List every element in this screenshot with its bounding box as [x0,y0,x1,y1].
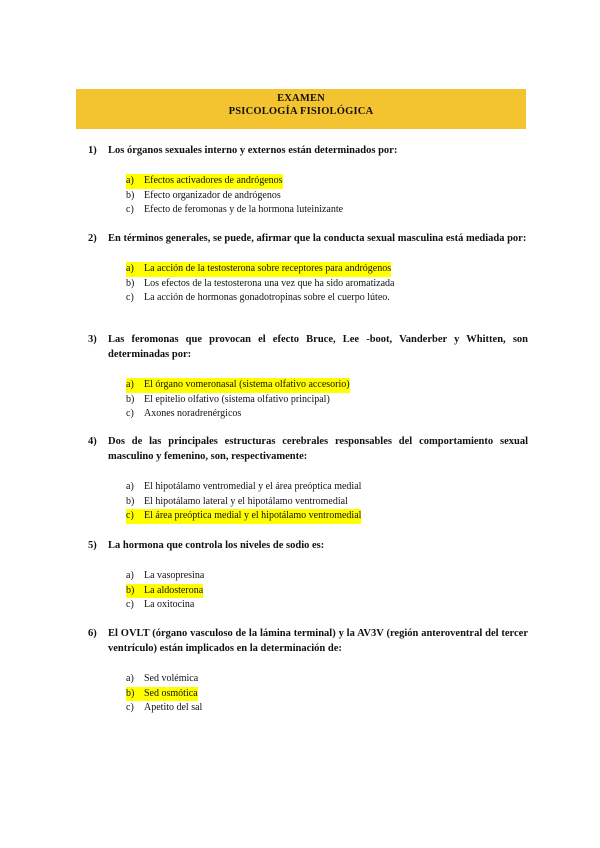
answer-options [126,174,528,218]
option-letter: b) [126,687,135,699]
answer-option-highlighted [126,509,528,524]
option-letter: b) [126,277,135,289]
option-text: La aldosterona [144,584,204,596]
option-text: La vasopresina [144,570,205,581]
option-letter: a) [126,175,134,186]
option-text: El órgano vomeronasal (sistema olfativo accesorio) [144,379,350,390]
answer-option [126,569,528,584]
question-body: La hormona que controla los niveles de sodio es: [108,540,325,551]
question-number: 3) [88,334,97,345]
option-letter: a) [126,481,134,492]
option-letter: a) [126,570,134,581]
answer-option [126,598,528,613]
option-text: Sed osmótica [144,687,198,699]
answer-options [126,378,528,422]
option-letter: c) [126,204,134,215]
option-text: Los efectos de la testosterona una vez que ha sido aromatizada [144,277,395,289]
option-text: La acción de la testosterona sobre receptores para andrógenos [144,263,392,274]
question-body: Los órganos sexuales interno y externos están determinados por: [108,145,398,156]
question-text [88,538,528,553]
answer-option-highlighted [126,584,528,599]
option-text: Apetito del sal [144,702,203,713]
question-text [88,332,528,362]
question-5 [88,538,528,613]
answer-options [126,262,528,306]
question-body: Las feromonas que provocan el efecto Bruce, Lee -boot, Vanderber y Whitten, son determinadas por: [108,334,528,360]
option-text: El hipotálamo lateral y el hipotálamo ventromedial [144,495,348,507]
answer-option-highlighted [126,174,528,189]
question-3 [88,332,528,422]
option-letter: c) [126,292,134,303]
answer-option [126,203,528,218]
answer-option [126,495,528,510]
exam-title: EXAMEN [277,93,325,104]
option-text: Efectos activadores de andrógenos [144,175,283,186]
answer-option-highlighted [126,687,528,702]
option-text: El epitelio olfativo (sistema olfativo principal) [144,393,330,405]
question-body: Dos de las principales estructuras cerebrales responsables del comportamiento sexual masculino y femenino, son, respectivamente: [108,436,528,462]
question-number: 4) [88,436,97,447]
answer-option [126,189,528,204]
question-text [88,231,528,246]
question-number: 5) [88,540,97,551]
answer-options [126,672,528,716]
option-text: La acción de hormonas gonadotropinas sobre el cuerpo lúteo. [144,292,390,303]
question-4 [88,434,528,524]
option-letter: a) [126,673,134,684]
option-letter: b) [126,189,135,201]
answer-option-highlighted [126,262,528,277]
answer-option-highlighted [126,378,528,393]
option-text: El hipotálamo ventromedial y el área preóptica medial [144,481,362,492]
answer-option [126,407,528,422]
option-letter: b) [126,584,135,596]
option-text: Sed volémica [144,673,199,684]
exam-header [76,89,526,129]
question-1 [88,143,528,218]
question-text [88,143,528,158]
question-number: 1) [88,145,97,156]
answer-option [126,480,528,495]
question-6 [88,626,528,716]
option-text: El área preóptica medial y el hipotálamo ventromedial [144,510,362,521]
question-number: 2) [88,233,97,244]
option-letter: b) [126,495,135,507]
answer-option [126,672,528,687]
option-letter: c) [126,702,134,713]
question-2 [88,231,528,306]
option-letter: b) [126,393,135,405]
answer-option [126,277,528,292]
answer-options [126,480,528,524]
question-number: 6) [88,628,97,639]
question-body: El OVLT (órgano vasculoso de la lámina terminal) y la AV3V (región anteroventral del tercer ventrículo) están implicados en la determinación de: [108,628,528,654]
question-text [88,434,528,464]
option-text: La oxitocina [144,599,195,610]
answer-option [126,393,528,408]
answer-option [126,291,528,306]
option-letter: c) [126,599,134,610]
option-text: Efecto organizador de andrógenos [144,189,281,201]
answer-options [126,569,528,613]
option-letter: c) [126,408,134,419]
exam-subject: PSICOLOGÍA FISIOLÓGICA [228,106,374,117]
option-letter: c) [126,510,134,521]
option-text: Efecto de feromonas y de la hormona luteinizante [144,204,344,215]
question-text [88,626,528,656]
option-letter: a) [126,263,134,274]
answer-option [126,701,528,716]
question-body: En términos generales, se puede, afirmar que la conducta sexual masculina está mediada por: [108,233,527,244]
option-letter: a) [126,379,134,390]
option-text: Axones noradrenérgicos [144,408,242,419]
